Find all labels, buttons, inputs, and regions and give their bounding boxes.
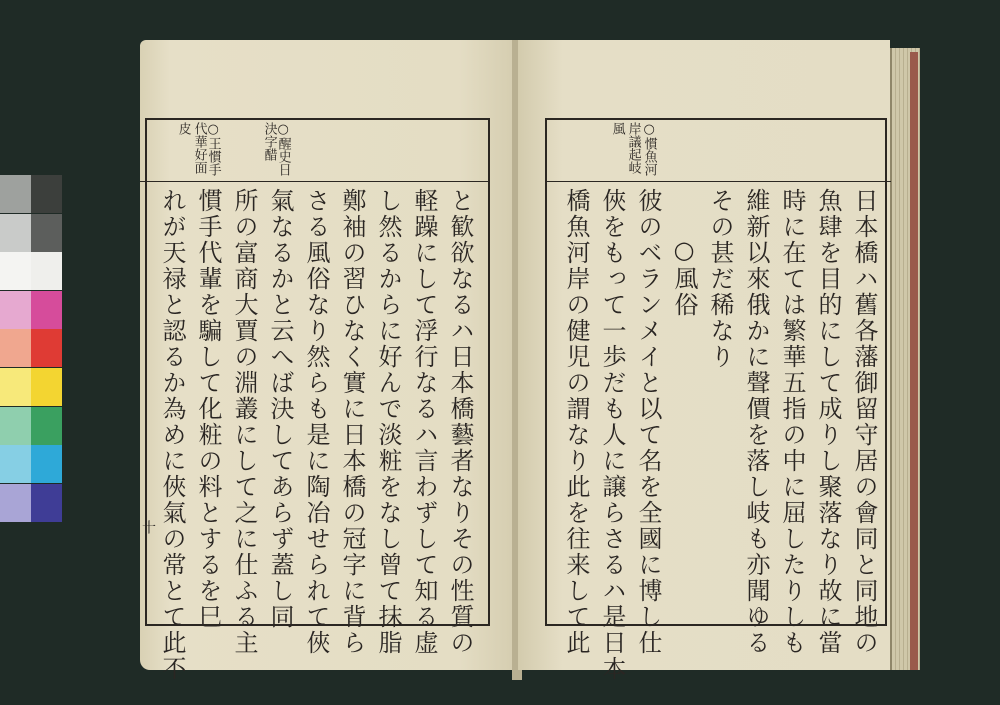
color-swatch [31, 252, 62, 290]
left-column-6: 氣なるかと云へば決してあらず蓋し同 [266, 188, 294, 630]
right-column-2: 魚肆を目的にして成りし聚落なり故に當 [814, 188, 842, 656]
left-headnote-3: ○王慣手 [205, 122, 221, 176]
color-swatch [31, 484, 62, 522]
right-column-5: その甚だ稀なり [706, 188, 734, 370]
color-calibration-bar [0, 175, 62, 523]
color-swatch [0, 445, 31, 483]
color-swatch [31, 214, 62, 252]
right-headnote-3: 風 [609, 122, 625, 135]
color-swatch [0, 368, 31, 406]
left-column-4: 鄭袖の習ひなく實に日本橋の冠字に背ら [338, 188, 366, 656]
color-swatch [31, 368, 62, 406]
left-column-7: 所の富商大賈の淵叢にして之に仕ふる主 [230, 188, 258, 656]
left-column-5: さる風俗なり然らも是に陶冶せられて俠 [302, 188, 330, 656]
right-column-4: 維新以來俄かに聲價を落し岐も亦聞ゆる [742, 188, 770, 656]
left-headnote-1: ○醒史日 [275, 122, 291, 176]
right-section-heading: ○風俗 [670, 236, 698, 318]
right-headnote-1: ○慣魚河 [641, 122, 657, 176]
page-number: 十 [140, 520, 156, 534]
left-column-9: れが天禄と認るか為めに俠氣の常とて此不 [158, 188, 186, 682]
right-column-8: 俠をもって一歩だも人に譲らさるハ是日本 [598, 188, 626, 682]
color-swatch [0, 291, 31, 329]
left-column-8: 慣手代輩を騙して化粧の料とするを巳 [194, 188, 222, 630]
color-swatch [0, 175, 31, 213]
color-swatch [0, 407, 31, 445]
color-swatch [0, 329, 31, 367]
color-swatch [0, 252, 31, 290]
color-swatch [31, 329, 62, 367]
right-headnote-band [546, 120, 891, 182]
color-swatch [0, 214, 31, 252]
right-column-9: 橋魚河岸の健児の謂なり此を往来して此 [562, 188, 590, 656]
right-column-1: 日本橋ハ舊各藩御留守居の會同と同地の [850, 188, 878, 656]
left-headnote-2: 決字醋 [261, 122, 277, 161]
color-swatch [31, 407, 62, 445]
left-headnote-5: 皮 [175, 122, 191, 135]
right-headnote-2: 岸議起岐 [625, 122, 641, 174]
color-swatch [31, 175, 62, 213]
left-column-2: 軽躁にして浮行なるハ言わずして知る虚 [410, 188, 438, 656]
color-swatch [31, 445, 62, 483]
right-column-7: 彼のベランメイと以て名を全國に博し仕 [634, 188, 662, 656]
color-swatch [0, 484, 31, 522]
cover-edge [910, 52, 918, 670]
left-column-1: と歓欲なるハ日本橋藝者なりその性質の [446, 188, 474, 656]
left-column-3: し然るからに好んで淡粧をなし曾て抹脂 [374, 188, 402, 656]
color-swatch [31, 291, 62, 329]
right-column-3: 時に在ては繁華五指の中に屈したりしも [778, 188, 806, 656]
left-headnote-4: 代華好面 [191, 122, 207, 174]
